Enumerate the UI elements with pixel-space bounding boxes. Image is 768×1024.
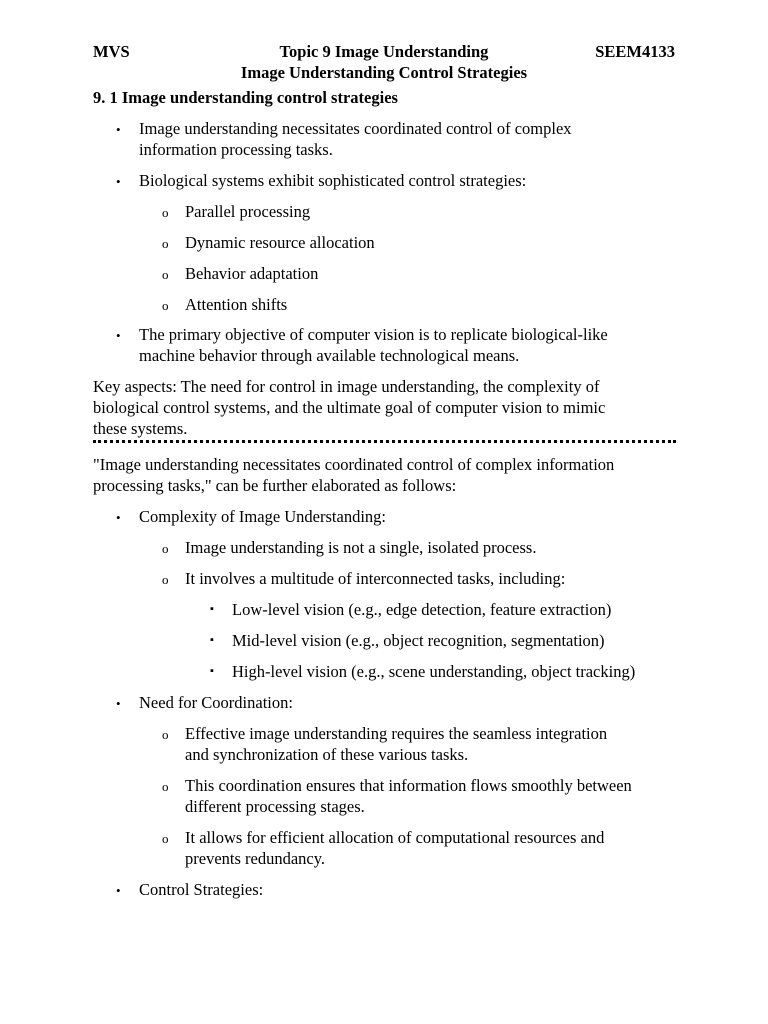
header-course-code: MVS	[93, 42, 130, 61]
list-item: Control Strategies:	[139, 880, 264, 899]
sub-list-item-continuation: and synchronization of these various tasks.	[185, 745, 469, 764]
sub-list-item: Image understanding is not a single, isolated process.	[185, 538, 537, 557]
circle-bullet-icon: o	[162, 572, 169, 587]
circle-bullet-icon: o	[162, 727, 169, 742]
sub-list-item: Attention shifts	[185, 295, 288, 314]
circle-bullet-icon: o	[162, 205, 169, 220]
bullet-icon: •	[116, 122, 121, 137]
sub-list-item-continuation: prevents redundancy.	[185, 849, 326, 868]
sub-list-item: It involves a multitude of interconnected tasks, including:	[185, 569, 566, 588]
circle-bullet-icon: o	[162, 267, 169, 282]
sub-list-item: Dynamic resource allocation	[185, 233, 375, 252]
elaboration-paragraph: processing tasks," can be further elaborated as follows:	[93, 476, 457, 495]
sub-sub-list-item: Low-level vision (e.g., edge detection, feature extraction)	[232, 600, 612, 619]
circle-bullet-icon: o	[162, 236, 169, 251]
circle-bullet-icon: o	[162, 298, 169, 313]
sub-list-item: Behavior adaptation	[185, 264, 319, 283]
key-aspects-paragraph: these systems.	[93, 419, 188, 438]
square-bullet-icon: ▪	[210, 665, 214, 677]
list-item-continuation: information processing tasks.	[139, 140, 333, 159]
section-title: 9. 1 Image understanding control strategies	[93, 88, 398, 107]
list-item: Complexity of Image Understanding:	[139, 507, 386, 526]
sub-list-item-continuation: different processing stages.	[185, 797, 365, 816]
bullet-icon: •	[116, 174, 121, 189]
list-item: Biological systems exhibit sophisticated control strategies:	[139, 171, 527, 190]
list-item: Need for Coordination:	[139, 693, 293, 712]
header-subject-code: SEEM4133	[595, 42, 675, 61]
bullet-icon: •	[116, 510, 121, 525]
bullet-icon: •	[116, 328, 121, 343]
circle-bullet-icon: o	[162, 831, 169, 846]
header-subtitle: Image Understanding Control Strategies	[240, 63, 528, 82]
header-topic: Topic 9 Image Understanding	[279, 42, 489, 61]
sub-list-item: It allows for efficient allocation of computational resources and	[185, 828, 605, 847]
list-item: The primary objective of computer vision is to replicate biological-like	[139, 325, 608, 344]
sub-sub-list-item: High-level vision (e.g., scene understanding, object tracking)	[232, 662, 636, 681]
sub-sub-list-item: Mid-level vision (e.g., object recognition, segmentation)	[232, 631, 605, 650]
key-aspects-paragraph: Key aspects: The need for control in image understanding, the complexity of	[93, 377, 600, 396]
square-bullet-icon: ▪	[210, 634, 214, 646]
elaboration-paragraph: "Image understanding necessitates coordinated control of complex information	[93, 455, 615, 474]
sub-list-item: Parallel processing	[185, 202, 311, 221]
dotted-divider	[93, 440, 676, 443]
list-item-continuation: machine behavior through available technological means.	[139, 346, 520, 365]
bullet-icon: •	[116, 883, 121, 898]
circle-bullet-icon: o	[162, 541, 169, 556]
sub-list-item: Effective image understanding requires the seamless integration	[185, 724, 608, 743]
sub-list-item: This coordination ensures that information flows smoothly between	[185, 776, 632, 795]
bullet-icon: •	[116, 696, 121, 711]
circle-bullet-icon: o	[162, 779, 169, 794]
key-aspects-paragraph: biological control systems, and the ultimate goal of computer vision to mimic	[93, 398, 606, 417]
square-bullet-icon: ▪	[210, 603, 214, 615]
list-item: Image understanding necessitates coordinated control of complex	[139, 119, 572, 138]
